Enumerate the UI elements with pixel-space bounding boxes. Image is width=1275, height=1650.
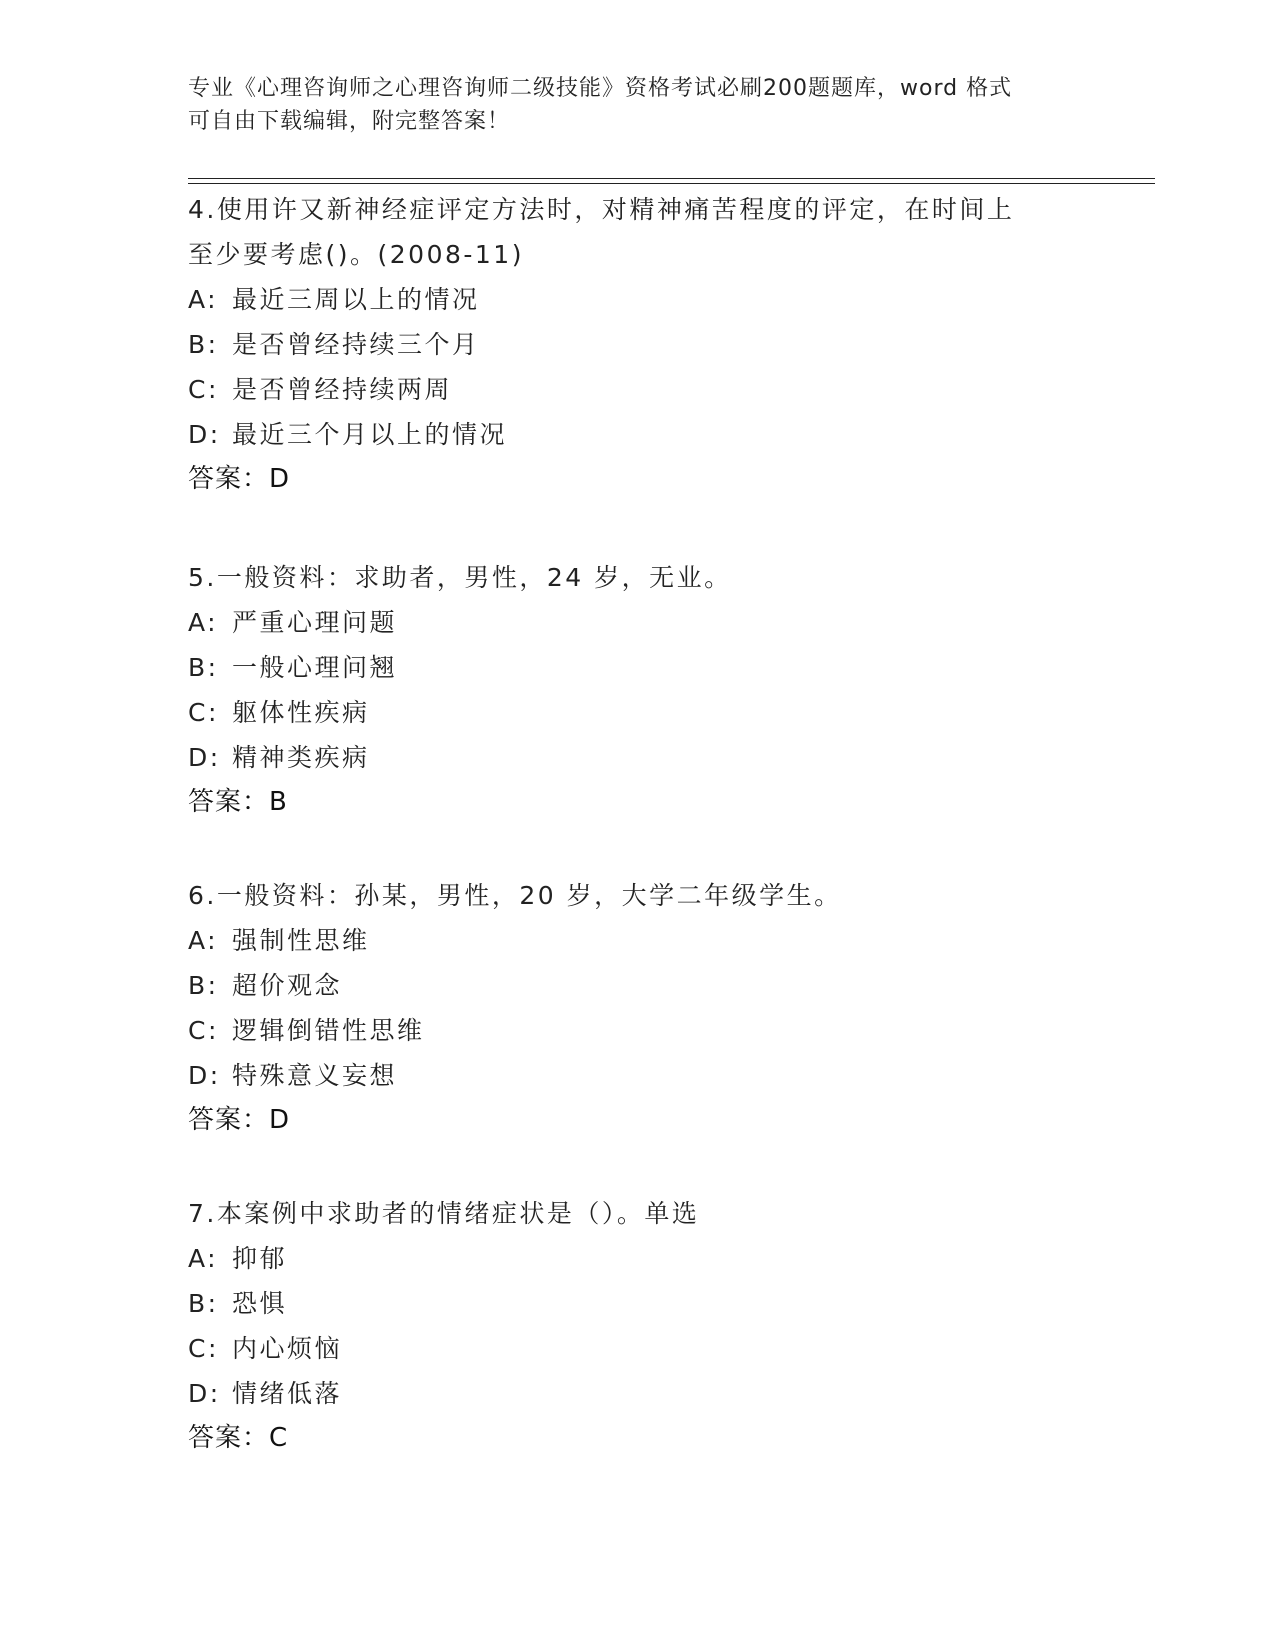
option-key: C: [188,698,219,727]
option-text: 最近三个月以上的情况 [232,420,508,449]
option-text: 是否曾经持续两周 [232,375,453,404]
header-divider-top [188,178,1155,179]
option-key: B: [188,330,219,359]
option-key: A: [188,926,219,955]
option-d [188,1053,1108,1098]
answer-line: 答案：D [188,464,291,494]
option-key: D: [188,1379,221,1408]
option-key: C: [188,375,219,404]
option-c [188,367,1108,412]
question-6 [188,873,1108,1143]
option-text: 特殊意义妄想 [232,1061,398,1090]
option-a [188,600,1108,645]
option-text: 超价观念 [232,971,343,1000]
option-b [188,322,1108,367]
header-line-1: 专业《心理咨询师之心理咨询师二级技能》资格考试必刷200题题库，word 格式 [188,76,1013,101]
question-5 [188,555,1108,825]
option-key: B: [188,653,219,682]
option-key: D: [188,743,221,772]
option-c [188,690,1108,735]
option-d [188,1371,1108,1416]
option-text: 逻辑倒错性思维 [232,1016,425,1045]
option-text: 内心烦恼 [232,1334,343,1363]
option-key: C: [188,1016,219,1045]
question-stem-line-1: 7.本案例中求助者的情绪症状是（）。单选 [188,1199,700,1228]
option-b [188,963,1108,1008]
option-a [188,277,1108,322]
option-d [188,412,1108,457]
question-7 [188,1191,1108,1461]
option-text: 严重心理问题 [232,608,398,637]
option-key: C: [188,1334,219,1363]
option-text: 情绪低落 [232,1379,343,1408]
option-text: 一般心理问翘 [232,653,398,682]
option-a [188,918,1108,963]
question-stem-line-1: 6.一般资料：孙某，男性，20 岁，大学二年级学生。 [188,881,842,910]
option-key: B: [188,1289,219,1318]
option-d [188,735,1108,780]
option-text: 最近三周以上的情况 [232,285,480,314]
option-text: 强制性思维 [232,926,370,955]
option-key: B: [188,971,219,1000]
option-key: A: [188,285,219,314]
header-divider-bottom [188,183,1155,184]
answer-line: 答案：C [188,1423,289,1453]
answer-line: 答案：D [188,1105,291,1135]
option-text: 恐惧 [232,1289,288,1318]
question-stem-line-1: 4.使用许又新神经症评定方法时，对精神痛苦程度的评定，在时间上 [188,195,1015,224]
option-b [188,645,1108,690]
question-stem-line-1: 5.一般资料：求助者，男性，24 岁，无业。 [188,563,732,592]
option-c [188,1326,1108,1371]
answer-line: 答案：B [188,787,288,817]
question-4 [188,187,1108,502]
question-stem-line-2: 至少要考虑()。(2008-11) [188,240,524,269]
option-key: A: [188,1244,219,1273]
option-text: 躯体性疾病 [232,698,370,727]
option-b [188,1281,1108,1326]
option-text: 抑郁 [232,1244,288,1273]
option-key: D: [188,1061,221,1090]
option-key: D: [188,420,221,449]
option-text: 精神类疾病 [232,743,370,772]
option-key: A: [188,608,219,637]
document-header [188,72,1088,138]
option-a [188,1236,1108,1281]
option-text: 是否曾经持续三个月 [232,330,480,359]
option-c [188,1008,1108,1053]
header-line-2: 可自由下载编辑，附完整答案！ [188,109,511,134]
